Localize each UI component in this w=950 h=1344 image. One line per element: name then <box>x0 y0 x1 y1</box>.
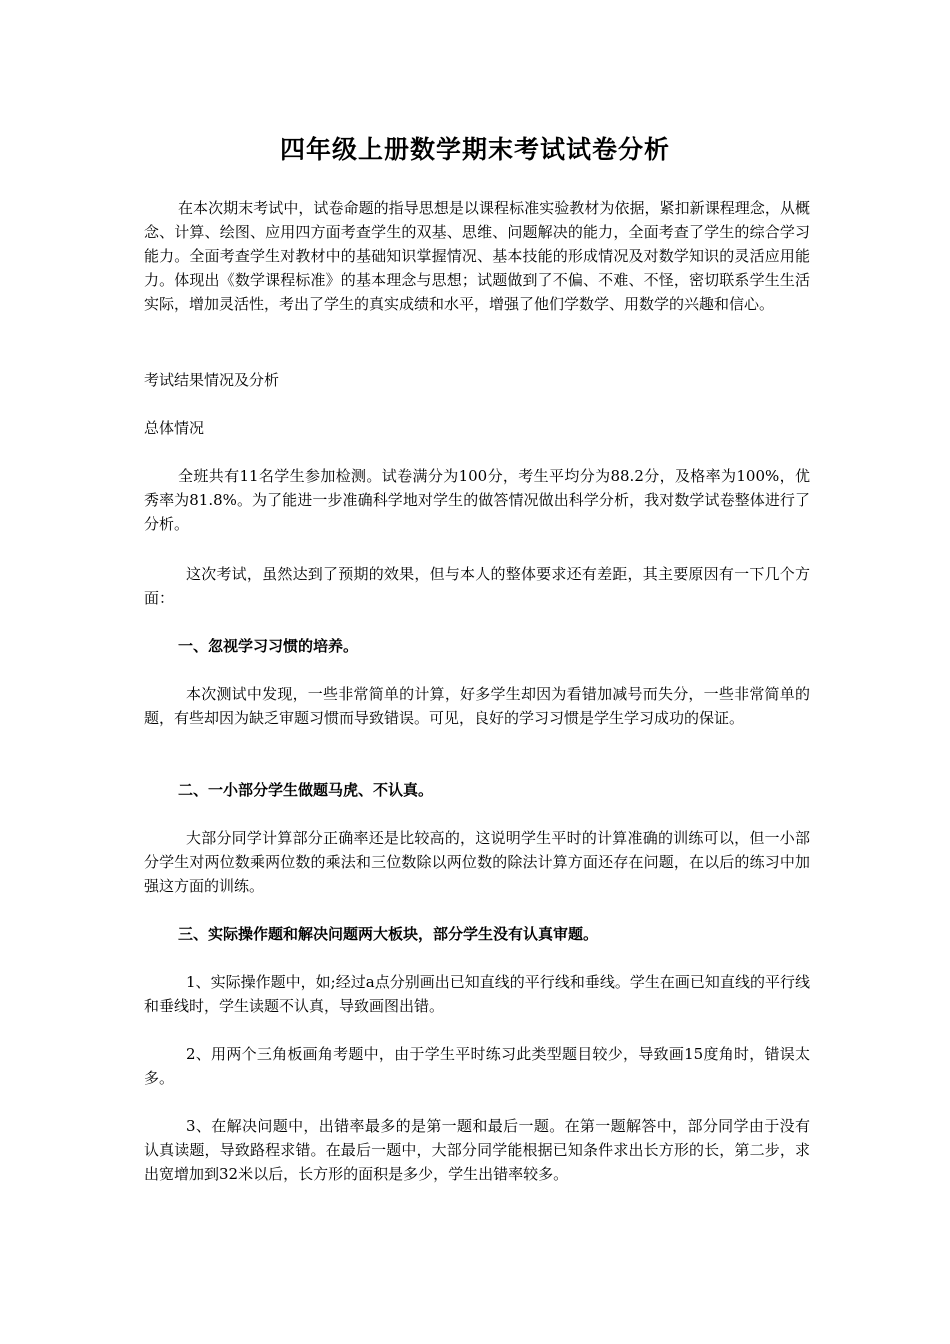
reason-item-3: 3、在解决问题中，出错率最多的是第一题和最后一题。在第一题解答中，部分同学由于没有认真读题，导致路程求错。在最后一题中，大部分同学能根据已知条件求出长方形的长，第二步，求出宽增加到32米以后，长方形的面积是多少，学生出错率较多。 <box>144 1117 810 1183</box>
section-heading-overall: 总体情况 <box>144 419 205 437</box>
reason-item-1: 1、实际操作题中，如;经过a点分别画出已知直线的平行线和垂线。学生在画已知直线的平行线和垂线时，学生读题不认真，导致画图出错。 <box>144 973 810 1015</box>
reason-heading-1: 一、忽视学习习惯的培养。 <box>178 637 359 655</box>
reason-heading-3: 三、实际操作题和解决问题两大板块，部分学生没有认真审题。 <box>178 925 599 943</box>
reason-item-2: 2、用两个三角板画角考题中，由于学生平时练习此类型题目较少，导致画15度角时，错误太多。 <box>144 1045 810 1087</box>
intro-paragraph: 在本次期末考试中，试卷命题的指导思想是以课程标准实验教材为依据，紧扣新课程理念，从概念、计算、绘图、应用四方面考查学生的双基、思维、问题解决的能力，全面考查了学生的综合学习能力。全面考查学生对教材中的基础知识掌握情况、基本技能的形成情况及对数学知识的灵活应用能力。体现出《数学课程标准》的基本理念与思想；试题做到了不偏、不难、不怪，密切联系学生生活实际，增加灵活性，考出了学生的真实成绩和水平，增强了他们学数学、用数学的兴趣和信心。 <box>144 199 810 313</box>
document-title: 四年级上册数学期末考试试卷分析 <box>279 135 670 164</box>
section-heading-results: 考试结果情况及分析 <box>144 371 280 389</box>
reason-paragraph-2: 大部分同学计算部分正确率还是比较高的，这说明学生平时的计算准确的训练可以，但一小部分学生对两位数乘两位数的乘法和三位数除以两位数的除法计算方面还存在问题，在以后的练习中加强这方面的训练。 <box>144 829 810 895</box>
reason-paragraph-1: 本次测试中发现，一些非常简单的计算，好多学生却因为看错加减号而失分，一些非常简单的题，有些却因为缺乏审题习惯而导致错误。可见，良好的学习习惯是学生学习成功的保证。 <box>144 685 810 727</box>
reason-heading-2: 二、一小部分学生做题马虎、不认真。 <box>178 781 434 799</box>
reasons-intro-paragraph: 这次考试，虽然达到了预期的效果，但与本人的整体要求还有差距，其主要原因有一下几个方面： <box>144 565 810 607</box>
overall-paragraph: 全班共有11名学生参加检测。试卷满分为100分，考生平均分为88.2分，及格率为100%，优秀率为81.8%。为了能进一步准确科学地对学生的做答情况做出科学分析，我对数学试卷整体进行了分析。 <box>144 467 810 533</box>
